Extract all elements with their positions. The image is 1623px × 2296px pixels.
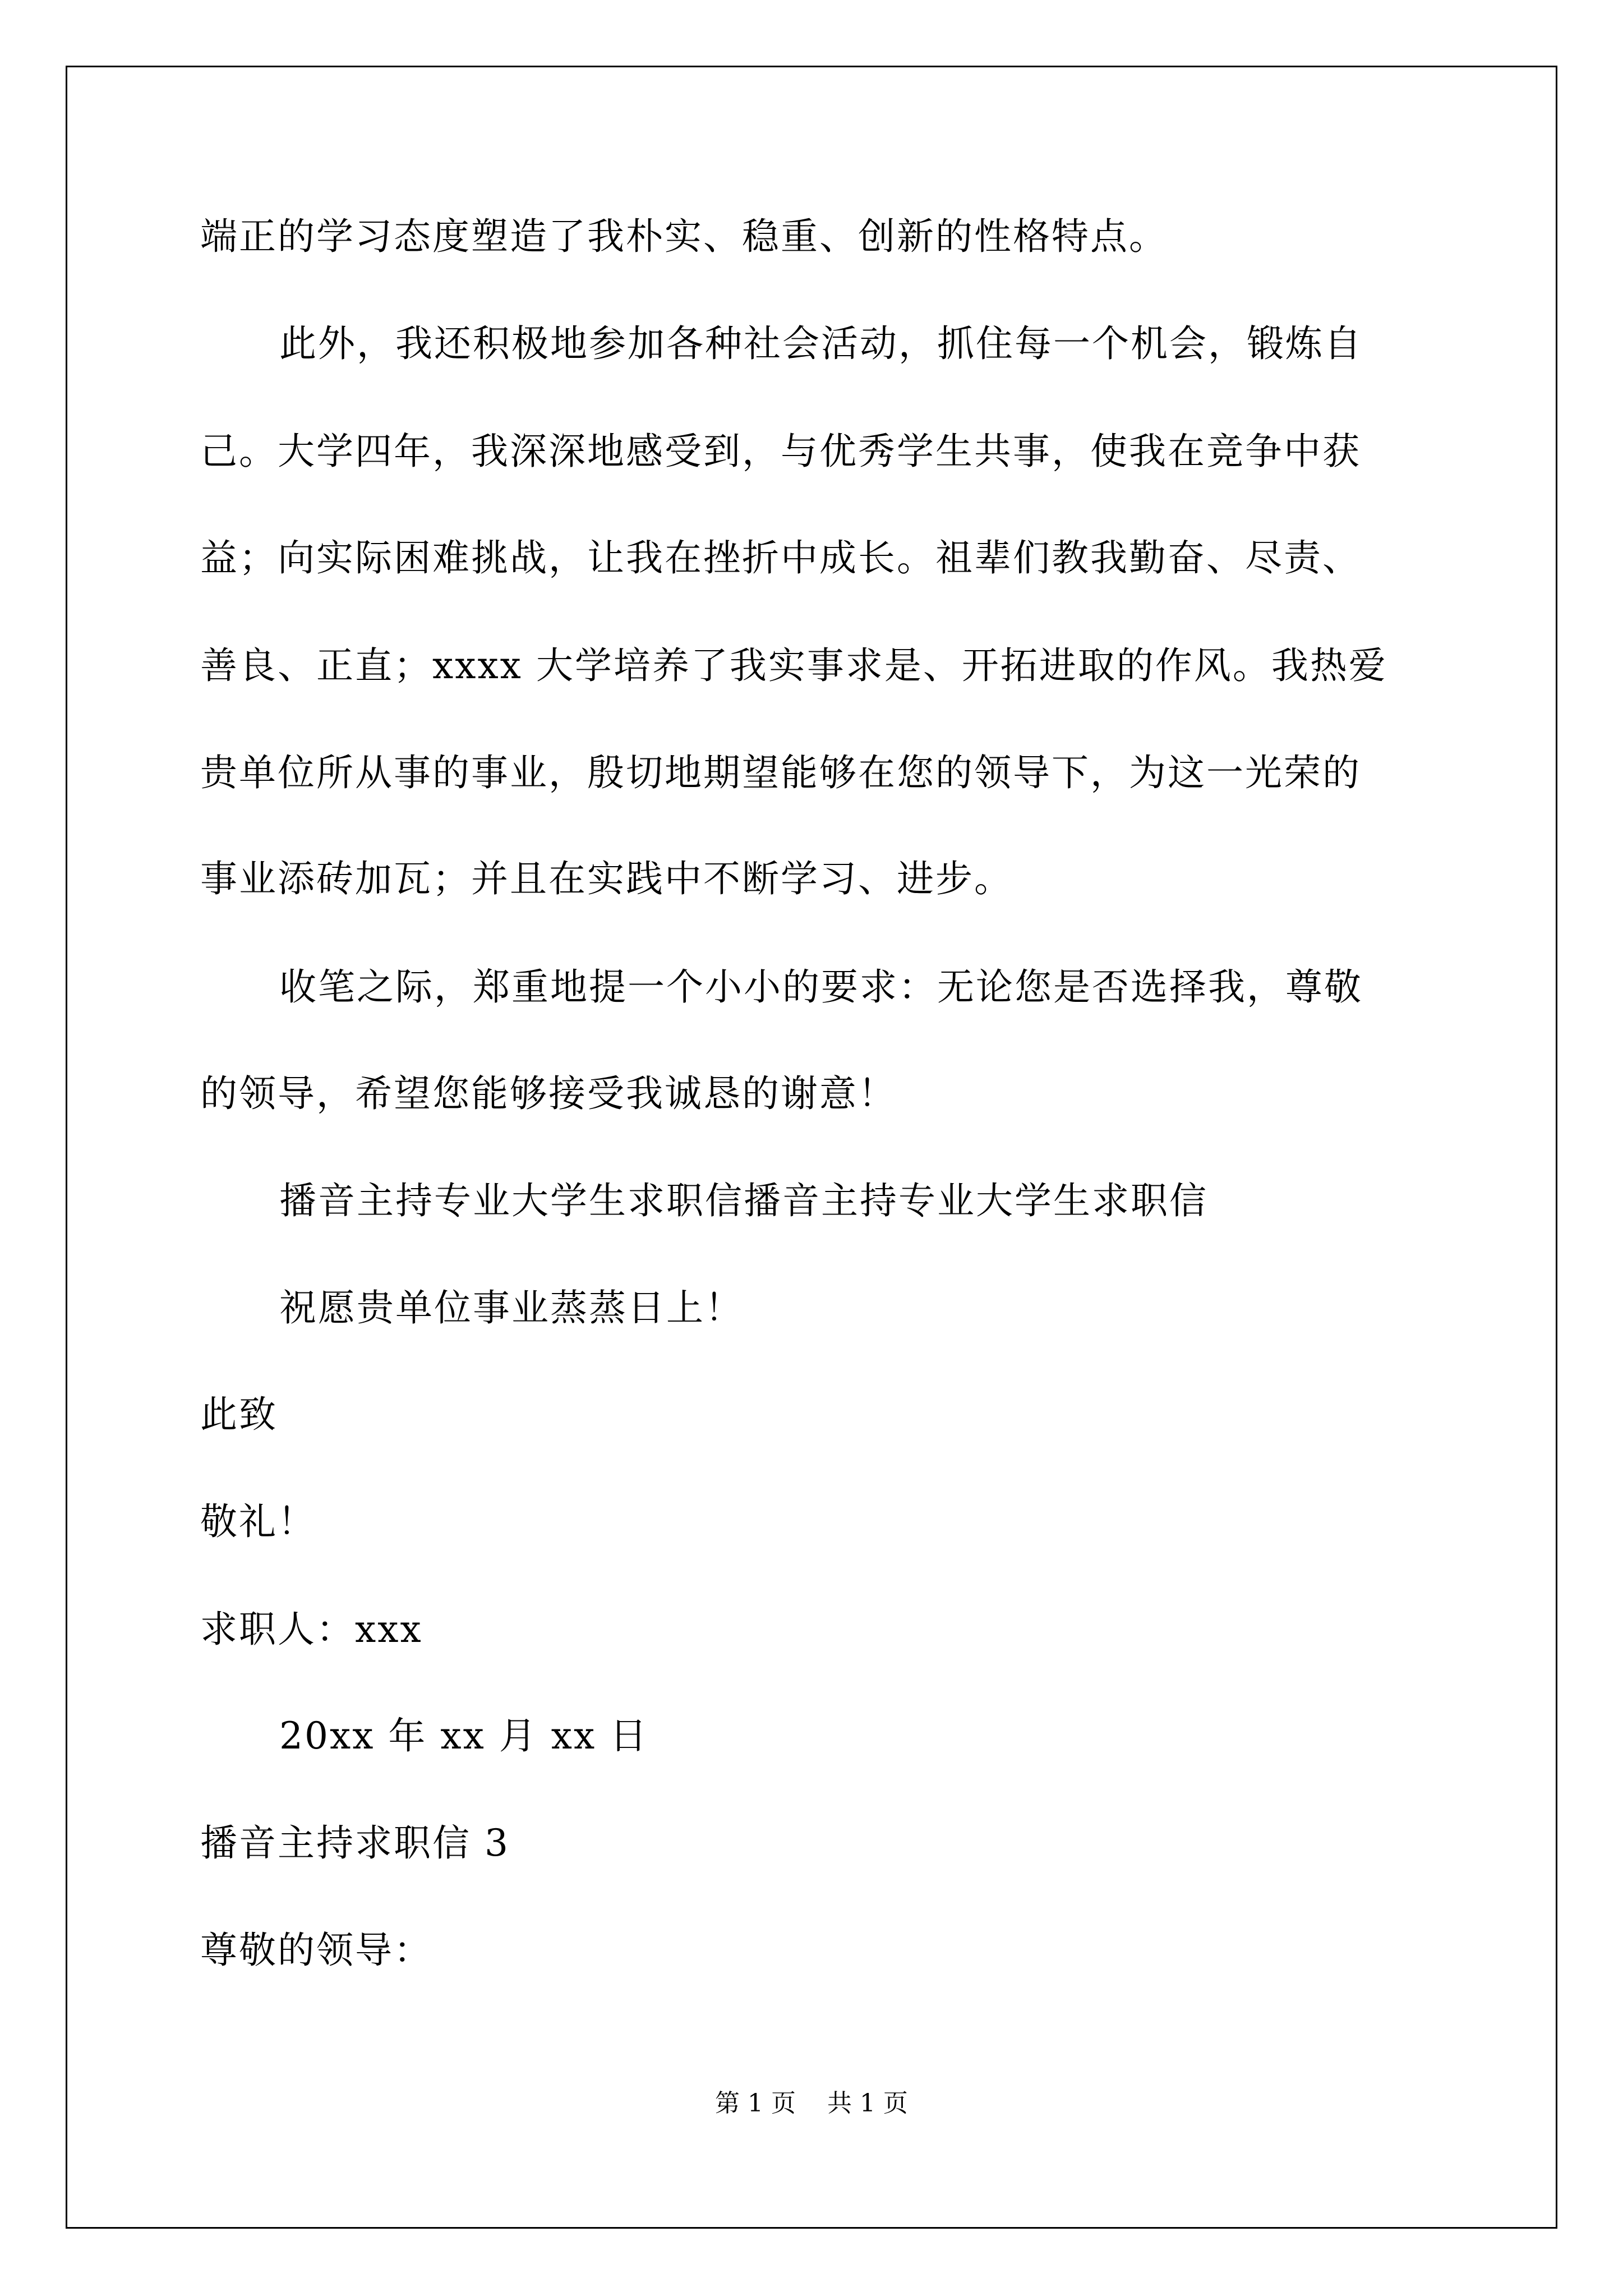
- paragraph-line: 端正的学习态度塑造了我朴实、稳重、创新的性格特点。: [200, 215, 1168, 258]
- paragraph-line: 的领导，希望您能够接受我诚恳的谢意！: [200, 1072, 897, 1115]
- paragraph-line: 益；向实际困难挑战，让我在挫折中成长。祖辈们教我勤奋、尽责、: [200, 536, 1361, 579]
- paragraph-line: 祝愿贵单位事业蒸蒸日上！: [279, 1286, 744, 1329]
- page-border: [66, 66, 1557, 2229]
- greeting-line: 尊敬的领导：: [200, 1929, 432, 1972]
- date-line: 20xx 年 xx 月 xx 日: [279, 1714, 649, 1757]
- paragraph-line: 此外，我还积极地参加各种社会活动，抓住每一个机会，锻炼自: [279, 322, 1363, 365]
- page-footer: 第 1 页 共 1 页: [715, 2089, 908, 2118]
- paragraph-line: 事业添砖加瓦；并且在实践中不断学习、进步。: [200, 857, 1013, 900]
- paragraph-line: 善良、正直；xxxx 大学培养了我实事求是、开拓进取的作风。我热爱: [200, 644, 1387, 687]
- section-title: 播音主持求职信 3: [200, 1821, 510, 1865]
- paragraph-line: 己。大学四年，我深深地感受到，与优秀学生共事，使我在竞争中获: [200, 430, 1361, 473]
- paragraph-line: 收笔之际，郑重地提一个小小的要求：无论您是否选择我，尊敬: [279, 965, 1363, 1009]
- salutation: 敬礼！: [200, 1500, 316, 1543]
- paragraph-line: 贵单位所从事的事业，殷切地期望能够在您的领导下，为这一光荣的: [200, 751, 1361, 794]
- paragraph-line: 播音主持专业大学生求职信播音主持专业大学生求职信: [279, 1179, 1208, 1222]
- applicant-signature: 求职人：xxx: [200, 1608, 423, 1651]
- closing-phrase: 此致: [200, 1393, 278, 1436]
